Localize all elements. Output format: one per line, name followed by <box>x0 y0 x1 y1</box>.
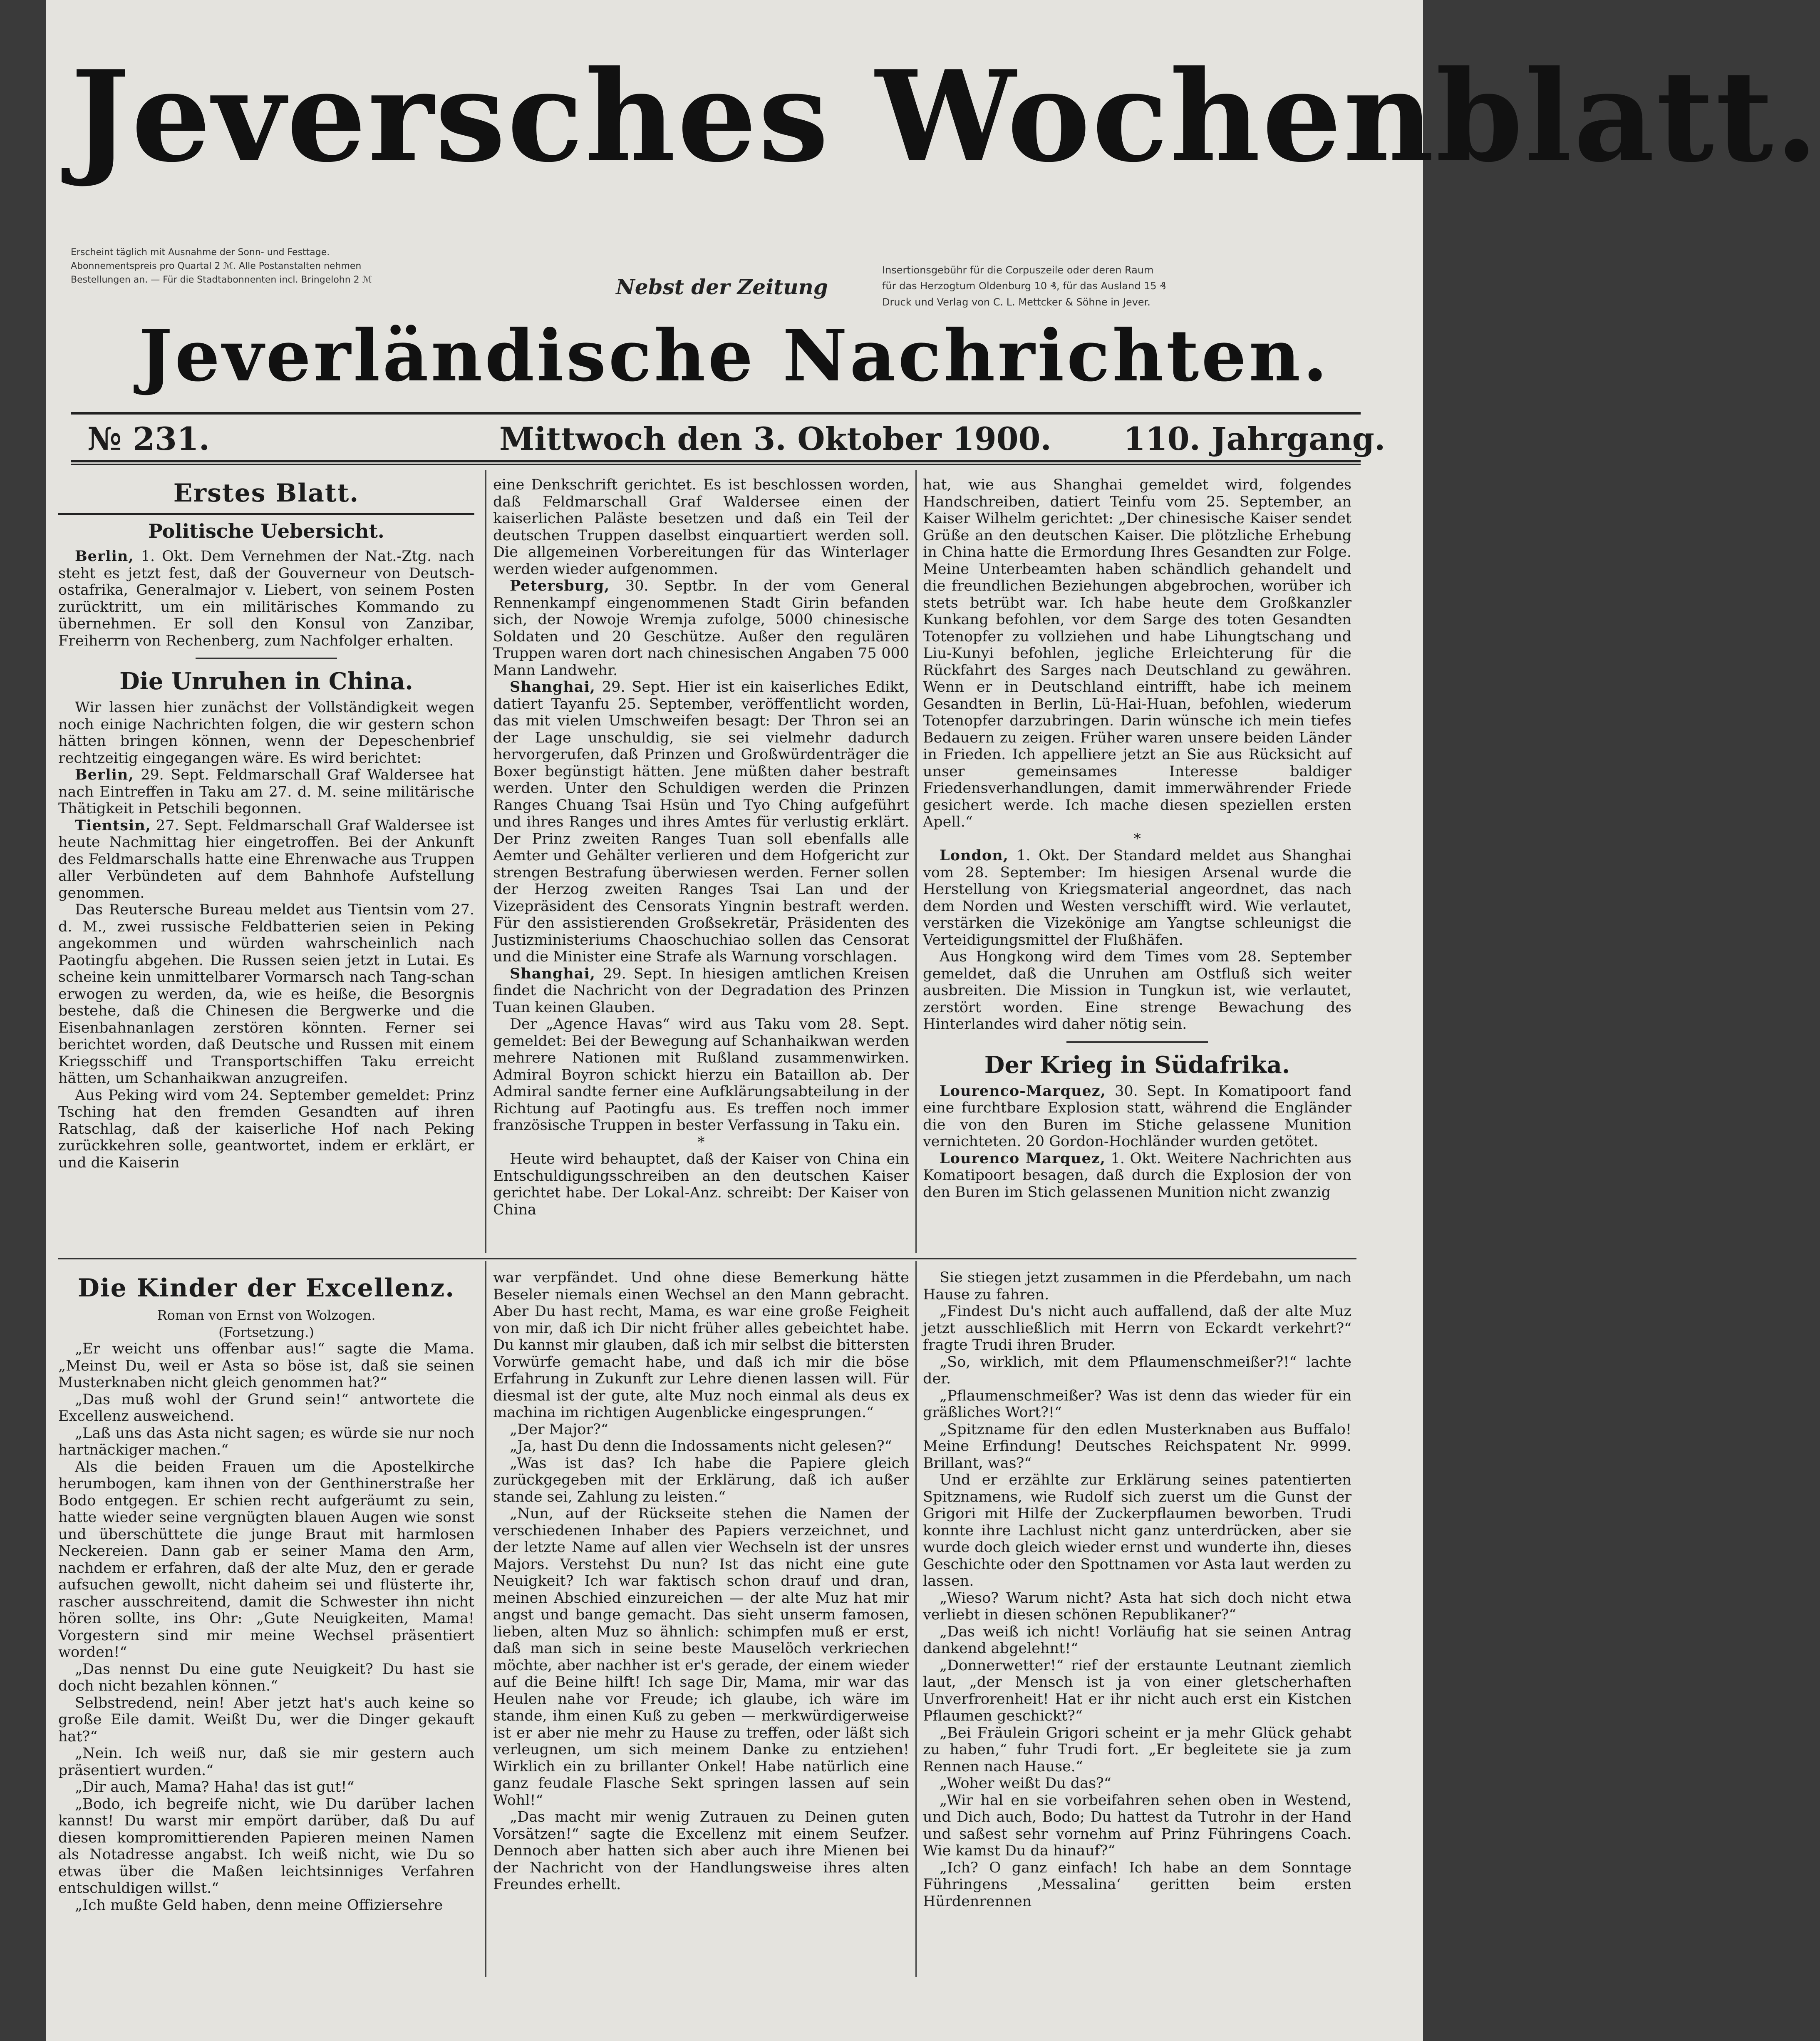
novel-paragraph: „Donnerwetter!“ rief der erstaunte Leutnant ziemlich laut, „der Mensch ist ja von einer gletscherhaften Unverfrorenheit! Hat er ihr nicht auch erst ein Kistchen Pflaumen geschickt?“ <box>923 1657 1351 1724</box>
dateline-place: Lourenco-Marquez, <box>940 1082 1106 1100</box>
article-havas: Der „Agence Havas“ wird aus Taku vom 28. Sept. gemeldet: Bei der Bewegung auf Schanhaikwan werden mehrere Nationen mit Rußland zusammenwirken. Admiral Boyron schickt hierzu ein Bataillon ab. Der Admiral sandte ferner eine Aufklärungsabteilung in der Richtung auf Paotingfu aus. Es treffen noch immer französische Truppen in bester Verfassung in Taku ein. <box>493 1016 909 1134</box>
novel-paragraph: „Ja, hast Du denn die Indossaments nicht gelesen?“ <box>510 1438 892 1455</box>
novel-paragraph: war verpfändet. Und ohne diese Bemerkung hätte Beseler niemals einen Wechsel an den Mann gebracht. Aber Du hast recht, Mama, es war eine große Feigheit von mir, daß ich Dir nicht früher alles gebeichtet habe. Du kannst mir glauben, daß ich mir selbst die bittersten Vorwürfe gemacht habe, und daß ich mir die böse Erfahrung in Zukunft zur Lehre dienen lassen will. Für diesmal ist der gute, alte Muz noch einmal als deus ex machina im richtigen Augenblicke eingesprungen.“ <box>493 1269 909 1421</box>
novel-paragraph: „Das weiß ich nicht! Vorläufig hat sie seinen Antrag dankend abgelehnt!“ <box>923 1623 1351 1657</box>
top-rule <box>71 412 1361 415</box>
article-continuation: eine Denkschrift gerichtet. Es ist beschlossen worden, daß Feldmarschall Graf Waldersee einen der kaiserlichen Paläste besetzen und daß ein Teil der deutschen Truppen daselbst einquartiert werden soll. Die allgemeinen Vorbereitungen für das Winterlager werden wieder aufgenommen. <box>493 477 909 578</box>
novel-paragraph: „Findest Du's nicht auch auffallend, daß der alte Muz jetzt ausschließlich mit Herrn von Eckardt verkehrt?“ fragte Trudi ihren Bruder. <box>923 1303 1351 1353</box>
novel-paragraph: „Das nennst Du eine gute Neuigkeit? Du hast sie doch nicht bezahlen können.“ <box>58 1661 474 1694</box>
column-2 <box>493 477 909 1255</box>
novel-paragraph: Selbstredend, nein! Aber jetzt hat's auch keine so große Eile damit. Weißt Du, wer die Dinger gekauft hat?“ <box>58 1694 474 1745</box>
dateline-place: Berlin, <box>75 766 134 783</box>
novel-paragraph: „Wir hal en sie vorbeifahren sehen oben in Westend, und Dich auch, Bodo; Du hattest da Tutrohr in der Hand und saßest sehr vornehm auf Prinz Führingens Coach. Wie kamst Du da hinauf?“ <box>923 1792 1351 1859</box>
novel-paragraph: „Wieso? Warum nicht? Asta hat sich doch nicht etwa verliebt in diesen schönen Republikaner?“ <box>923 1589 1351 1623</box>
article-reuter: Das Reutersche Bureau meldet aus Tientsin vom 27. d. M., zwei russische Feldbatterien seien in Peking angekommen und würden wahrscheinlich nach Paotingfu abgehen. Die Russen seien jetzt in Lutai. Es scheine kein unmittelbarer Vormarsch nach Tang-schan erwogen zu werden, da, wie es heiße, die Besorgnis bestehe, daß die Chinesen die Bergwerke und die Eisenbahnanlagen zerstören könnten. Ferner sei berichtet worden, daß Deutsche und Russen mit einem Kriegsschiff und Transportschiffen Taku erreicht hätten, um Schanhaikwan anzugreifen. <box>58 901 474 1087</box>
politics-heading: Politische Uebersicht. <box>148 520 384 542</box>
article-berlin: Berlin, 1. Okt. Dem Vernehmen der Nat.-Ztg. nach steht es jetzt fest, daß der Gouverneur von Deutsch-ostafrika, Generalmajor v. Liebert, von seinem Posten zurücktritt, um ein militärisches Kommando zu übernehmen. Er soll den Konsul von Zanzibar, Freiherrn von Rechenberg, zum Nachfolger erhalten. <box>58 548 474 649</box>
novel-title: Die Kinder der Excellenz. <box>77 1274 455 1303</box>
article-berlin-2: Berlin, 29. Sept. Feldmarschall Graf Waldersee hat nach Eintreffen in Taku am 27. d. M. seine militärische Thätigkeit in Petschili begonnen. <box>58 766 474 817</box>
article-tientsin: Tientsin, 27. Sept. Feldmarschall Graf Waldersee ist heute Nachmittag hier eingetroffen. Bei der Ankunft des Feldmarschalls hatte eine Ehrenwache aus Truppen aller Verbündeten auf dem Bahnhofe Aufstellung genommen. <box>58 817 474 901</box>
masthead-subtitle: Jeverländische Nachrichten. <box>139 314 1330 397</box>
novel-paragraph: „Woher weißt Du das?“ <box>940 1775 1111 1792</box>
insertion-info <box>882 262 1369 310</box>
novel-paragraph: „Spitzname für den edlen Musterknaben aus Buffalo! Meine Erfindung! Deutsches Reichspatent Nr. 9999. Brillant, was?“ <box>923 1421 1351 1472</box>
novel-paragraph: „Bei Fräulein Grigori scheint er ja mehr Glück gehabt zu haben,“ fuhr Trudi fort. „Er begleitete sie ja zum Rennen nach Hause.“ <box>923 1724 1351 1775</box>
novel-paragraph: „Ich mußte Geld haben, denn meine Offiziersehre <box>75 1897 443 1914</box>
novel-paragraph: Sie stiegen jetzt zusammen in die Pferdebahn, um nach Hause zu fahren. <box>923 1269 1351 1303</box>
section-star: * <box>697 1134 705 1151</box>
insertion-line: Insertionsgebühr für die Corpuszeile oder deren Raum <box>882 264 1154 276</box>
dateline-place: London, <box>940 847 1009 864</box>
article-kaiser: Heute wird behauptet, daß der Kaiser von China ein Entschuldigungsschreiben an den deutschen Kaiser gerichtet habe. Der Lokal-Anz. schreibt: Der Kaiser von China <box>493 1151 909 1218</box>
krieg-heading: Der Krieg in Südafrika. <box>984 1051 1290 1079</box>
article-lourenco-1: Lourenco-Marquez, 30. Sept. In Komatipoort fand eine furchtbare Explosion statt, während die Engländer die von den Buren im Stiche gelassene Munition vernichteten. 20 Gordon-Hochländer wurden getötet. <box>923 1082 1351 1150</box>
blatt-heading: Erstes Blatt. <box>173 479 360 508</box>
dateline-place: Shanghai, <box>510 965 595 982</box>
column-1 <box>58 474 474 1257</box>
article-london: London, 1. Okt. Der Standard meldet aus Shanghai vom 28. September: Im hiesigen Arsenal wurde die Herstellung von Kriegsmaterial angeordnet, das nach dem Norden und Westen verschifft wird. Wie verlautet, verstärken die Vizekönige am Yangtse schleunigst die Verteidigungsmittel der Flußhäfen. <box>923 847 1351 948</box>
dateline-place: Tientsin, <box>75 817 151 834</box>
column-divider <box>485 470 486 1253</box>
china-heading: Die Unruhen in China. <box>119 668 413 695</box>
feuilleton-column-1 <box>58 1269 474 1977</box>
scan-edge <box>0 0 46 2041</box>
dateline-place: Petersburg, <box>510 577 610 594</box>
novel-paragraph: „Das macht mir wenig Zutrauen zu Deinen guten Vorsätzen!“ sagte die Excellenz mit einem Seufzer. Dennoch aber hatten sich aber auch ihre Mienen bei der Nachricht von der Handlungsweise ihres alten Freundes erhellt. <box>493 1809 909 1893</box>
subscription-info <box>71 246 578 287</box>
novel-paragraph: „Bodo, ich begreife nicht, wie Du darüber lachen kannst! Du warst mir empört darüber, daß Du auf diesen kompromittierenden Papieren meinen Namen als Notadresse angabst. Ich weiß nicht, wie Du so etwas über die Maßen leichtsinniges Verfahren entschuldigen willst.“ <box>58 1795 474 1897</box>
novel-paragraph: „So, wirklich, mit dem Pflaumenschmeißer?!“ lachte der. <box>923 1353 1351 1387</box>
issue-date: Mittwoch den 3. Oktober 1900. <box>499 420 1051 457</box>
column-divider <box>485 1261 486 1977</box>
novel-paragraph: „Nun, auf der Rückseite stehen die Namen der verschiedenen Inhaber des Papiers verzeichnet, und der letzte Name auf allen vier Wechseln ist der unsres Majors. Verstehst Du nun? Ist das nicht eine gute Neuigkeit? Ich war faktisch schon drauf und dran, meinen Abschied einzureichen — der alte Muz hat mir angst und bange gemacht. Das sieht unserm famosen, lieben, alten Muz so ähnlich: schimpfen muß er erst, daß man sich in seine beste Mauselöch verkriechen möchte, aber nachher ist er's gerade, der einem wieder auf die Beine hilft! Ich sage Dir, Mama, mir war das Heulen nahe vor Freude; ich glaube, ich wäre im stande, ihm einen Kuß zu geben — merkwürdigerweise ist er aber nie mehr zu Hause zu treffen, oder läßt sich verleugnen, um sich meinem Danke zu entziehen! Wirklich ein zu brillanter Onkel! Habe natürlich eine ganz feudale Flasche Sekt springen lassen auf sein Wohl!“ <box>493 1505 909 1809</box>
separator-rule <box>1066 1041 1208 1043</box>
article-shanghai: Shanghai, 29. Sept. Hier ist ein kaiserliches Edikt, datiert Tayanfu 25. September, veröffentlicht worden, das mit vielen Umschweifen besagt: Der Thron sei an der Lage unschuldig, sie sei vielmehr dadurch hervorgerufen, daß Prinzen und Großwürdenträger die Boxer begünstigt hätten. Jene müßten daher bestraft werden. Unter den Schuldigen werden die Prinzen Ranges Chuang Tsai Hsün und Tyo Ching aufgeführt und ihres Ranges und ihres Amtes für verlustig erklärt. Der Prinz zweiten Ranges Tuan soll ebenfalls alle Aemter und Gehälter verlieren und dem Hofgericht zur strengen Bestrafung überwiesen werden. Ferner sollen der Herzog zweiten Ranges Tsai Lan und der Vizepräsident des Censorats Yingnin bestraft werden. Für den assistierenden Großsekretär, Präsidenten des Justizministeriums Chaoschuchiao sollen das Censorat und die Minister eine Strafe als Warnung vorschlagen. <box>493 678 909 965</box>
novel-byline: Roman von Ernst von Wolzogen. <box>157 1307 376 1323</box>
novel-paragraph: Als die beiden Frauen um die Apostelkirche herumbogen, kam ihnen von der Genthinerstraße her Bodo entgegen. Er schien recht aufgeräumt zu sein, hatte wieder seine vergnügten blauen Augen wie sonst und überschüttete die junge Braut mit harmlosen Neckereien. Dann gab er seiner Mama den Arm, nachdem er erfahren, daß der alte Muz, den er gerade aufsuchen gewollt, nicht daheim sei und flüsterte ihr, rascher ausschreitend, damit die Schwester ihn nicht hören sollte, ins Ohr: „Gute Neuigkeiten, Mama! Vorgestern sind mir meine Wechsel präsentiert worden!“ <box>58 1458 474 1661</box>
dateline-place: Berlin, <box>75 548 134 565</box>
article-shanghai-2: Shanghai, 29. Sept. In hiesigen amtlichen Kreisen findet die Nachricht von der Degradation des Prinzen Tuan keinen Glauben. <box>493 965 909 1016</box>
novel-paragraph: „Ich? O ganz einfach! Ich habe an dem Sonntage Führingens ‚Messalina‘ geritten beim ersten Hürdenrennen <box>923 1859 1351 1910</box>
column-divider <box>915 1261 917 1977</box>
subscription-line: Erscheint täglich mit Ausnahme der Sonn- und Festtage. <box>71 247 330 258</box>
feuilleton-column-2 <box>493 1269 909 1977</box>
novel-paragraph: „Laß uns das Asta nicht sagen; es würde sie nur noch hartnäckiger machen.“ <box>58 1425 474 1458</box>
issue-number: № 231. <box>87 420 210 457</box>
volume-year: 110. Jahrgang. <box>1123 420 1386 457</box>
section-star: * <box>1133 830 1141 847</box>
novel-paragraph: „Nein. Ich weiß nur, daß sie mir gestern auch präsentiert wurden.“ <box>58 1745 474 1779</box>
novel-paragraph: „Er weicht uns offenbar aus!“ sagte die Mama. „Meinst Du, weil er Asta so böse ist, daß sie seinen Musterknaben nicht gleich genommen hat?“ <box>58 1341 474 1391</box>
subscription-line: Abonnementspreis pro Quartal 2 ℳ. Alle Postanstalten nehmen <box>71 261 362 271</box>
china-intro: Wir lassen hier zunächst der Vollständigkeit wegen noch einige Nachrichten folgen, die wir gestern schon hätten bringen können, wenn der Depeschenbrief rechtzeitig eingegangen wäre. Es wird berichtet: <box>58 699 474 767</box>
dateline-place: Lourenco Marquez, <box>940 1150 1106 1167</box>
column-3 <box>923 477 1351 1255</box>
section-rule <box>58 513 474 515</box>
subscription-line: Bestellungen an. — Für die Stadtabonnenten incl. Bringelohn 2 ℳ <box>71 275 372 285</box>
article-hongkong: Aus Hongkong wird dem Times vom 28. September gemeldet, daß die Unruhen am Ostfluß sich weiter ausbreiten. Die Mission in Tungkun ist, wie verlautet, zerstört worden. Eine strenge Bewachung des Hinterlandes wird daher nötig sein. <box>923 948 1351 1033</box>
insertion-line: Druck und Verlag von C. L. Mettcker & Söhne in Jever. <box>882 296 1151 308</box>
dateline-place: Shanghai, <box>510 678 595 695</box>
feuilleton-column-3 <box>923 1269 1351 1977</box>
feuilleton-rule <box>58 1258 1356 1259</box>
novel-paragraph: „Der Major?“ <box>510 1421 608 1438</box>
separator-rule <box>196 658 337 659</box>
dateline <box>71 416 1386 462</box>
article-continuation: hat, wie aus Shanghai gemeldet wird, folgendes Handschreiben, datiert Teinfu vom 25. September, an Kaiser Wilhelm gerichtet: „Der chinesische Kaiser sendet Grüße an den deutschen Kaiser. Die plötzliche Erhebung in China hatte die Ermordung Ihres Gesandten zur Folge. Meine Unterbeamten haben schändlich gehandelt und die freundlichen Beziehungen abgebrochen, worüber ich stets betrübt war. Ich habe heute dem Großkanzler Kunkang befohlen, vor dem Sarge des toten Gesandten Totenopfer zu vollziehen und habe Lihungtschang und Liu-Kunyi befohlen, jegliche Erleichterung für die Rückfahrt des Sarges nach Deutschland zu gewähren. Wenn er in Deutschland eintrifft, habe ich meinem Gesandten in Berlin, Lü-Hai-Huan, befohlen, wiederum Totenopfer darzubringen. Darin wünsche ich mein tiefes Bedauern zu zeigen. Früher waren unsere beiden Länder in Frieden. Ich appelliere jetzt an Sie aus Rücksicht auf unser gemeinsames Interesse baldiger Friedensverhandlungen, damit immerwährender Friede gesichert werde. Ich mache diesen speziellen ersten Apell.“ <box>923 477 1351 830</box>
nebst-der-zeitung: Nebst der Zeitung <box>616 275 828 299</box>
novel-paragraph: Und er erzählte zur Erklärung seines patentierten Spitznamens, wie Rudolf sich zuerst um die Gunst der Grigori mit Hilfe der Zuckerpflaumen beworben. Trudi konnte ihre Lachlust nicht ganz unterdrücken, aber sie wurde doch gleich wieder ernst und wunderte ihn, dieses Geschichte oder den Spottnamen vor Asta laut werden zu lassen. <box>923 1472 1351 1589</box>
novel-paragraph: „Dir auch, Mama? Haha! das ist gut!“ <box>75 1779 355 1795</box>
novel-continuation: (Fortsetzung.) <box>218 1324 314 1340</box>
dateline-rule <box>71 460 1361 465</box>
newspaper-page <box>46 0 1820 2041</box>
novel-paragraph: „Pflaumenschmeißer? Was ist denn das wieder für ein gräßliches Wort?!“ <box>923 1387 1351 1421</box>
masthead-title: Jeversches Wochenblatt. <box>71 43 1820 190</box>
insertion-line: für das Herzogtum Oldenburg 10 ₰, für das Ausland 15 ₰ <box>882 280 1166 292</box>
article-petersburg: Petersburg, 30. Septbr. In der vom General Rennenkampf eingenommenen Stadt Girin befanden sich, der Nowoje Wremja zufolge, 5000 chinesische Soldaten und 20 Geschütze. Außer den regulären Truppen waren dort nach chinesischen Angaben 75 000 Mann Landwehr. <box>493 577 909 679</box>
article-lourenco-2: Lourenco Marquez, 1. Okt. Weitere Nachrichten aus Komatipoort besagen, daß durch die Explosion der von den Buren im Stich gelassenen Munition nicht zwanzig <box>923 1150 1351 1201</box>
column-divider <box>915 470 917 1253</box>
novel-paragraph: „Was ist das? Ich habe die Papiere gleich zurückgegeben mit der Erklärung, daß ich außer stande sei, Zahlung zu leisten.“ <box>493 1455 909 1505</box>
article-peking: Aus Peking wird vom 24. September gemeldet: Prinz Tsching hat den fremden Gesandten auf ihren Ratschlag, daß der kaiserliche Hof nach Peking zurückkehren solle, geantwortet, indem er erklärt, er und die Kaiserin <box>58 1087 474 1171</box>
novel-paragraph: „Das muß wohl der Grund sein!“ antwortete die Excellenz ausweichend. <box>58 1391 474 1425</box>
